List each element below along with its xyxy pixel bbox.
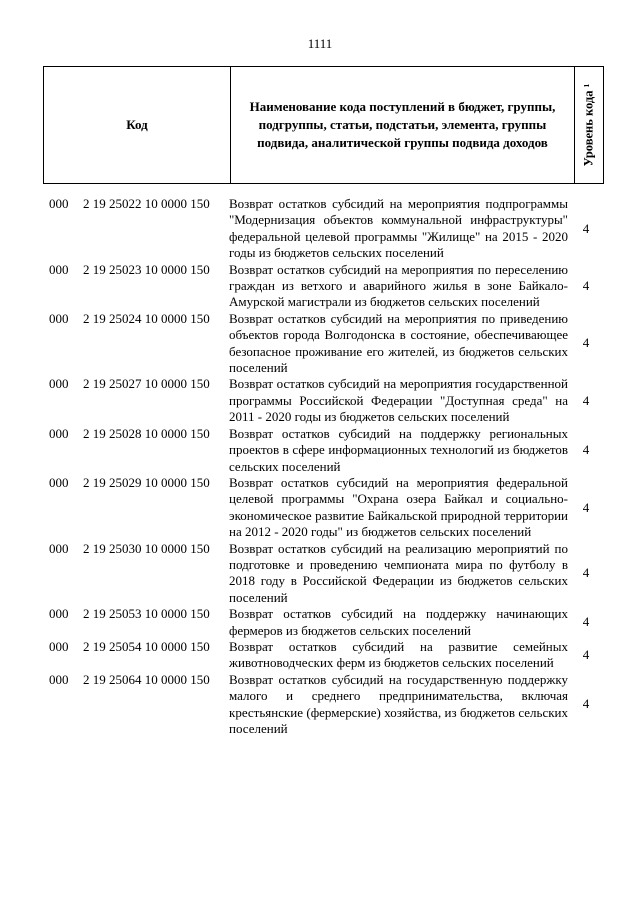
- admin-code: 000: [49, 606, 69, 622]
- table-row: [43, 426, 604, 475]
- admin-code: 000: [49, 261, 69, 277]
- table-row: [43, 606, 604, 639]
- revenue-name: Возврат остатков субсидий на мероприятия подпрограммы "Модернизация объектов коммунальной инфраструктуры" федеральной целевой программы "Жилище" на 2015 - 2020 годы из бюджетов сельских поселений: [229, 196, 568, 261]
- revenue-name: Возврат остатков субсидий на мероприятия федеральной целевой программы "Охрана озера Байкал и социально-экономическое развитие Байкальской природной территории на 2012 - 2020 годы" из бюджетов сельских поселений: [229, 474, 568, 540]
- code-level: 4: [582, 499, 590, 515]
- table-row: [43, 475, 604, 541]
- admin-code: 000: [49, 638, 69, 654]
- revenue-code: 2 19 25030 10 0000 150: [83, 540, 210, 556]
- revenue-code: 2 19 25024 10 0000 150: [83, 310, 210, 326]
- table-row: [43, 311, 604, 377]
- revenue-name: Возврат остатков субсидий на реализацию мероприятий по подготовке и проведению чемпионата мира по футболу в 2018 году в Российской Федерации из бюджетов сельских поселений: [229, 540, 568, 605]
- code-level: 4: [582, 565, 590, 581]
- table-row: [43, 541, 604, 607]
- revenue-name: Возврат остатков субсидий на государственную поддержку малого и среднего предпринимательства, включая крестьянские (фермерские) хозяйства, из бюджетов сельских поселений: [229, 671, 568, 736]
- code-level: 4: [582, 278, 590, 294]
- code-level: 4: [582, 647, 590, 663]
- table-row: [43, 262, 604, 311]
- revenue-code: 2 19 25022 10 0000 150: [83, 196, 210, 211]
- code-level: 4: [582, 696, 590, 712]
- page-number: 1111: [307, 36, 333, 51]
- code-level: 4: [582, 392, 590, 408]
- table-row: [43, 639, 604, 672]
- admin-code: 000: [49, 376, 69, 392]
- table-body: [43, 196, 604, 737]
- code-level: 4: [582, 220, 590, 236]
- revenue-code: 2 19 25027 10 0000 150: [83, 376, 210, 392]
- table-row: [43, 672, 604, 738]
- revenue-code: 2 19 25029 10 0000 150: [83, 474, 210, 490]
- code-level: 4: [582, 335, 590, 351]
- revenue-name: Возврат остатков субсидий на мероприятия государственной программы Российской Федерации "Доступная среда" на 2011 - 2020 годы из бюджетов сельских поселений: [229, 376, 568, 425]
- revenue-code: 2 19 25028 10 0000 150: [83, 425, 210, 441]
- header-name: Наименование кода поступлений в бюджет, группы, подгруппы, статьи, подстатьи, элемента, группы подвида, аналитической группы подвида доходов: [231, 67, 575, 183]
- revenue-code: 2 19 25053 10 0000 150: [83, 606, 210, 622]
- revenue-code: 2 19 25064 10 0000 150: [83, 671, 210, 687]
- code-level: 4: [582, 442, 590, 458]
- admin-code: 000: [49, 310, 69, 326]
- table-row: [43, 196, 604, 262]
- table-header: [43, 66, 604, 184]
- revenue-name: Возврат остатков субсидий на развитие семейных животноводческих ферм из бюджетов сельских поселений: [229, 638, 568, 671]
- header-level-label: Уровень кода ¹: [581, 83, 596, 167]
- table-row: [43, 376, 604, 425]
- admin-code: 000: [49, 540, 69, 556]
- admin-code: 000: [49, 196, 69, 211]
- admin-code: 000: [49, 474, 69, 490]
- revenue-name: Возврат остатков субсидий на поддержку начинающих фермеров из бюджетов сельских поселений: [229, 606, 568, 638]
- code-level: 4: [582, 614, 590, 630]
- admin-code: 000: [49, 671, 69, 687]
- revenue-name: Возврат остатков субсидий на поддержку региональных проектов в сфере информационных технологий из бюджетов сельских поселений: [229, 425, 568, 474]
- header-code: Код: [44, 67, 231, 183]
- revenue-code: 2 19 25054 10 0000 150: [83, 638, 210, 654]
- revenue-name: Возврат остатков субсидий на мероприятия по переселению граждан из ветхого и аварийного жилья в зоне Байкало-Амурской магистрали из бюджетов сельских поселений: [229, 261, 568, 310]
- revenue-name: Возврат остатков субсидий на мероприятия по приведению объектов города Волгодонска в состояние, обеспечивающее безопасное проживание его жителей, из бюджетов сельских поселений: [229, 310, 568, 376]
- revenue-code: 2 19 25023 10 0000 150: [83, 261, 210, 277]
- admin-code: 000: [49, 425, 69, 441]
- header-level: [575, 67, 603, 183]
